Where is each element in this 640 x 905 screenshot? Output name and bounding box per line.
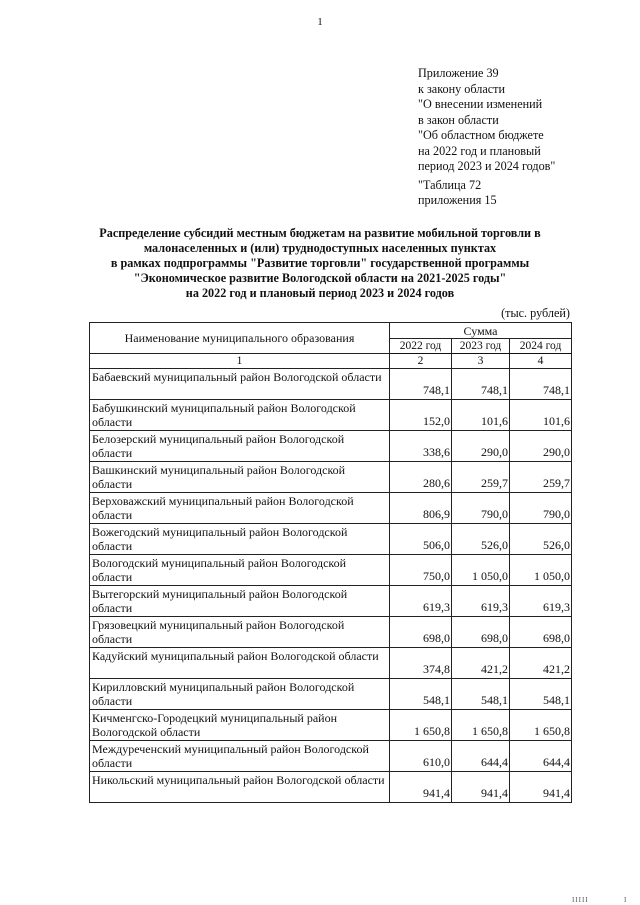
district-name: Вытегорский муниципальный район Вологодской области <box>90 586 390 617</box>
amount-2024: 698,0 <box>510 617 572 648</box>
amount-2023: 941,4 <box>452 772 510 803</box>
document-title <box>70 226 570 301</box>
page-number: 1 <box>317 16 323 28</box>
amount-2023: 1 050,0 <box>452 555 510 586</box>
header-row <box>90 323 572 339</box>
amount-2022: 280,6 <box>390 462 452 493</box>
amount-2022: 748,1 <box>390 369 452 400</box>
amount-2024: 644,4 <box>510 741 572 772</box>
appendix-line: "Таблица 72 <box>418 177 482 192</box>
appendix-line: период 2023 и 2024 годов" <box>418 159 556 173</box>
appendix-note <box>418 66 628 209</box>
amount-2022: 152,0 <box>390 400 452 431</box>
amount-2024: 548,1 <box>510 679 572 710</box>
district-name: Верховажский муниципальный район Вологодской области <box>90 493 390 524</box>
appendix-line: "О внесении изменений <box>418 97 543 111</box>
amount-2023: 790,0 <box>452 493 510 524</box>
district-name: Междуреченский муниципальный район Вологодской области <box>90 741 390 772</box>
amount-2023: 644,4 <box>452 741 510 772</box>
title-line: на 2022 год и плановый период 2023 и 2024 годов <box>185 286 455 300</box>
title-line: в рамках подпрограммы "Развитие торговли" государственной программы <box>110 256 530 270</box>
header-name: Наименование муниципального образования <box>90 323 390 354</box>
amount-2023: 526,0 <box>452 524 510 555</box>
amount-2024: 290,0 <box>510 431 572 462</box>
district-name: Грязовецкий муниципальный район Вологодской области <box>90 617 390 648</box>
amount-2022: 1 650,8 <box>390 710 452 741</box>
amount-2022: 338,6 <box>390 431 452 462</box>
table-row <box>90 493 572 524</box>
amount-2024: 619,3 <box>510 586 572 617</box>
table-row <box>90 648 572 679</box>
amount-2024: 259,7 <box>510 462 572 493</box>
district-name: Вологодский муниципальный район Вологодской области <box>90 555 390 586</box>
units-label: (тыс. рублей) <box>501 306 570 320</box>
table-row <box>90 524 572 555</box>
appendix-line: в закон области <box>418 112 499 127</box>
table-row <box>90 710 572 741</box>
amount-2023: 421,2 <box>452 648 510 679</box>
amount-2022: 506,0 <box>390 524 452 555</box>
district-name: Кадуйский муниципальный район Вологодской области <box>90 648 390 679</box>
table-row <box>90 679 572 710</box>
amount-2022: 750,0 <box>390 555 452 586</box>
amount-2022: 610,0 <box>390 741 452 772</box>
subsidy-table <box>89 322 572 803</box>
appendix-line: "Об областном бюджете <box>418 128 544 142</box>
title-line: Распределение субсидий местным бюджетам на развитие мобильной торговли в <box>99 226 541 240</box>
year-2022: 2022 год <box>390 339 452 354</box>
amount-2024: 526,0 <box>510 524 572 555</box>
table-row <box>90 555 572 586</box>
table-row <box>90 772 572 803</box>
table-row <box>90 369 572 400</box>
district-name: Вожегодский муниципальный район Вологодской области <box>90 524 390 555</box>
amount-2023: 548,1 <box>452 679 510 710</box>
header-sum: Сумма <box>390 323 572 339</box>
amount-2022: 806,9 <box>390 493 452 524</box>
title-line: "Экономическое развитие Вологодской области на 2021-2025 годы" <box>133 271 507 285</box>
district-name: Вашкинский муниципальный район Вологодской области <box>90 462 390 493</box>
amount-2023: 101,6 <box>452 400 510 431</box>
amount-2022: 698,0 <box>390 617 452 648</box>
column-numbers-row <box>90 354 572 369</box>
amount-2023: 698,0 <box>452 617 510 648</box>
column-number: 4 <box>510 354 572 369</box>
table-row <box>90 431 572 462</box>
table-row <box>90 617 572 648</box>
footer-tick-mark: I <box>624 896 627 904</box>
amount-2024: 790,0 <box>510 493 572 524</box>
amount-2023: 619,3 <box>452 586 510 617</box>
amount-2022: 374,8 <box>390 648 452 679</box>
amount-2023: 259,7 <box>452 462 510 493</box>
district-name: Белозерский муниципальный район Вологодской области <box>90 431 390 462</box>
district-name: Никольский муниципальный район Вологодской области <box>90 772 390 803</box>
footer-barcode-mark: IIIII <box>572 896 589 904</box>
amount-2024: 1 650,8 <box>510 710 572 741</box>
amount-2022: 548,1 <box>390 679 452 710</box>
table-row <box>90 741 572 772</box>
year-2024: 2024 год <box>510 339 572 354</box>
amount-2023: 1 650,8 <box>452 710 510 741</box>
amount-2024: 421,2 <box>510 648 572 679</box>
district-name: Кирилловский муниципальный район Вологодской области <box>90 679 390 710</box>
appendix-line: на 2022 год и плановый <box>418 143 541 158</box>
district-name: Кичменгско-Городецкий муниципальный район Вологодской области <box>90 710 390 741</box>
amount-2024: 1 050,0 <box>510 555 572 586</box>
table-row <box>90 462 572 493</box>
amount-2024: 941,4 <box>510 772 572 803</box>
table-row <box>90 400 572 431</box>
appendix-line: приложения 15 <box>418 193 497 207</box>
column-number: 3 <box>452 354 510 369</box>
amount-2024: 101,6 <box>510 400 572 431</box>
table-row <box>90 586 572 617</box>
amount-2024: 748,1 <box>510 369 572 400</box>
title-line: малонаселенных и (или) труднодоступных населенных пунктах <box>143 241 497 255</box>
district-name: Бабушкинский муниципальный район Вологодской области <box>90 400 390 431</box>
appendix-line: к закону области <box>418 81 505 96</box>
column-number: 1 <box>90 354 390 369</box>
amount-2023: 290,0 <box>452 431 510 462</box>
district-name: Бабаевский муниципальный район Вологодской области <box>90 369 390 400</box>
year-2023: 2023 год <box>452 339 510 354</box>
amount-2022: 619,3 <box>390 586 452 617</box>
appendix-line: Приложение 39 <box>418 66 499 80</box>
amount-2022: 941,4 <box>390 772 452 803</box>
amount-2023: 748,1 <box>452 369 510 400</box>
column-number: 2 <box>390 354 452 369</box>
